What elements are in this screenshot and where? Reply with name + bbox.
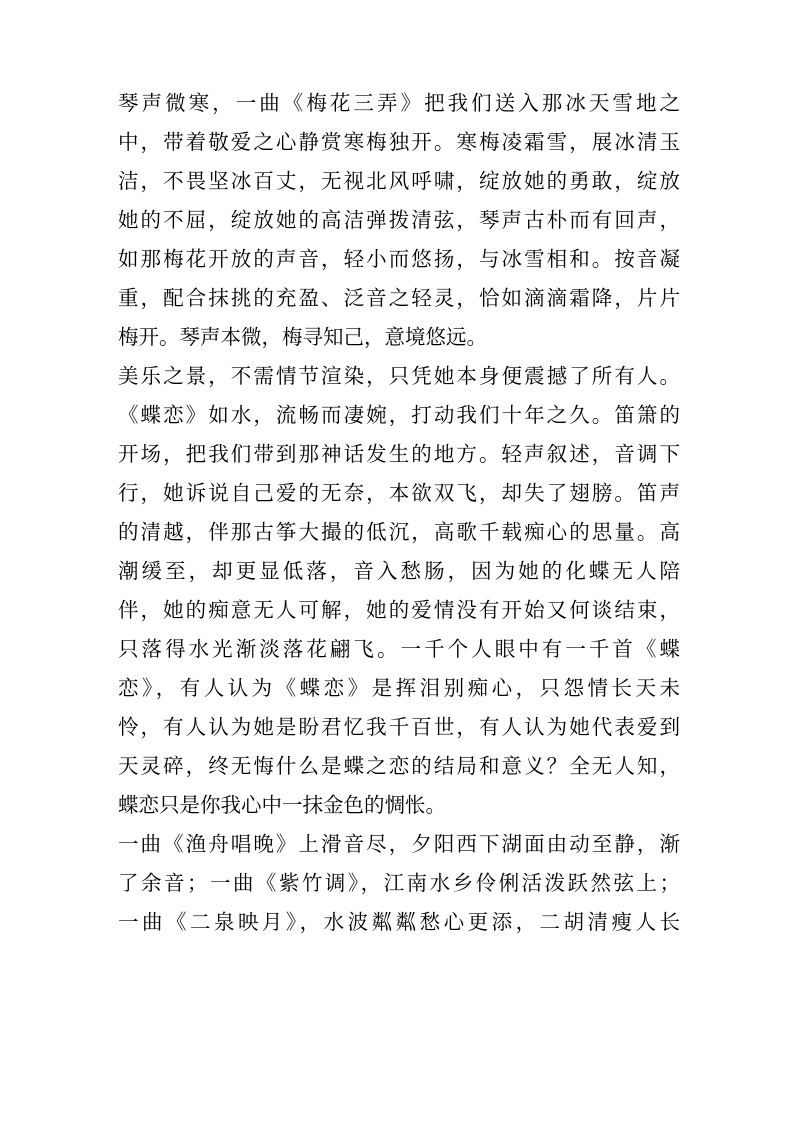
text-line: 行，她诉说自己爱的无奈，本欲双飞，却失了翅膀。笛声 [118,481,680,505]
text-line: 美乐之景，不需情节渲染，只凭她本身便震撼了所有人。 [118,364,680,388]
paragraph-3 [118,825,680,942]
text-line: 琴声微寒，一曲《梅花三弄》把我们送入那冰天雪地之 [118,91,680,115]
text-line: 《蝶恋》如水，流畅而凄婉，打动我们十年之久。笛箫的 [118,403,680,427]
text-line: 天灵碎，终无悔什么是蝶之恋的结局和意义？全无人知， [118,754,680,778]
text-line: 中，带着敬爱之心静赏寒梅独开。寒梅凌霜雪，展冰清玉 [118,130,680,154]
text-line: 重，配合抹挑的充盈、泛音之轻灵，恰如滴滴霜降，片片 [118,286,680,310]
body-text [118,84,680,942]
text-line: 如那梅花开放的声音，轻小而悠扬，与冰雪相和。按音凝 [118,247,680,271]
text-line: 蝶恋只是你我心中一抹金色的惆怅。 [118,793,446,817]
text-line: 潮缓至，却更显低落，音入愁肠，因为她的化蝶无人陪 [118,559,680,583]
text-line: 伴，她的痴意无人可解，她的爱情没有开始又何谈结束， [118,598,680,622]
text-line: 一曲《渔舟唱晚》上滑音尽，夕阳西下湖面由动至静，渐 [118,832,680,856]
paragraph-1 [118,84,680,357]
text-line: 梅开。琴声本微，梅寻知己，意境悠远。 [118,325,487,349]
text-line: 只落得水光渐淡落花翩飞。一千个人眼中有一千首《蝶 [118,637,680,661]
text-line: 了余音；一曲《紫竹调》，江南水乡伶俐活泼跃然弦上； [118,871,680,895]
text-line: 开场，把我们带到那神话发生的地方。轻声叙述，音调下 [118,442,680,466]
text-line: 的清越，伴那古筝大撮的低沉，高歌千载痴心的思量。高 [118,520,680,544]
text-line: 恋》，有人认为《蝶恋》是挥泪别痴心，只怨情长天未 [118,676,680,700]
text-line: 怜，有人认为她是盼君忆我千百世，有人认为她代表爱到 [118,715,680,739]
text-line: 洁，不畏坚冰百丈，无视北风呼啸，绽放她的勇敢，绽放 [118,169,680,193]
text-line: 她的不屈，绽放她的高洁弹拨清弦，琴声古朴而有回声， [118,208,680,232]
text-line: 一曲《二泉映月》，水波粼粼愁心更添，二胡清瘦人长 [118,910,680,934]
paragraph-2 [118,357,680,825]
